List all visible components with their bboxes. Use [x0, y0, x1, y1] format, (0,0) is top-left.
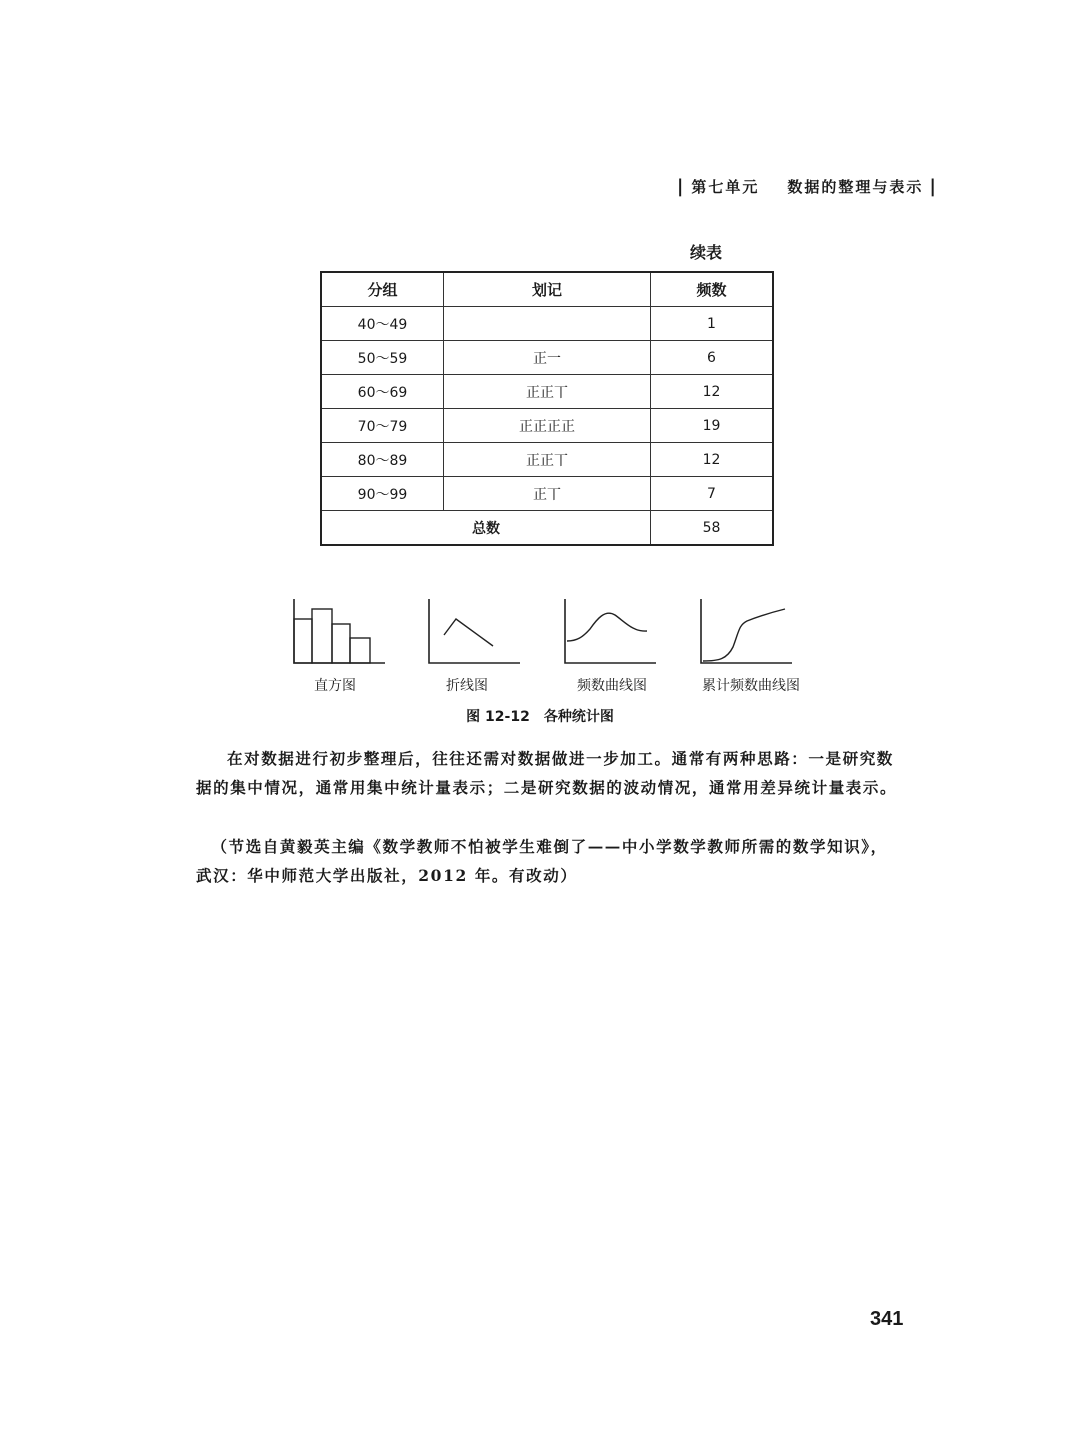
- cell-count: 19: [651, 409, 773, 443]
- table-row: [321, 443, 773, 477]
- header-bar-left: |: [676, 176, 686, 197]
- paragraph-main: 在对数据进行初步整理后，往往还需对数据做进一步加工。通常有两种思路：一是研究数据的集中情况，通常用集中统计量表示；二是研究数据的波动情况，通常用差异统计量表示。: [196, 749, 898, 797]
- header-tally: 划记: [443, 272, 650, 307]
- cell-tally: 正正丅: [443, 443, 650, 477]
- cell-count: 1: [651, 307, 773, 341]
- total-label: 总数: [321, 511, 651, 546]
- cumulative-frequency-curve-icon: [699, 597, 794, 665]
- histogram-icon: [292, 597, 387, 665]
- table-row: [321, 409, 773, 443]
- table-row: [321, 307, 773, 341]
- figure-caption: 图 12-12 各种统计图: [466, 709, 614, 725]
- line-chart-label: 折线图: [446, 678, 488, 694]
- table-row: [321, 477, 773, 511]
- cell-count: 12: [651, 375, 773, 409]
- cell-tally: 正正正正: [443, 409, 650, 443]
- cell-count: 7: [651, 477, 773, 511]
- table-row: [321, 375, 773, 409]
- cell-tally: 正一: [443, 341, 650, 375]
- cell-tally: [443, 307, 650, 341]
- table-caption: 续表: [690, 243, 723, 262]
- cell-count: 6: [651, 341, 773, 375]
- cell-tally: 正丅: [443, 477, 650, 511]
- table-header-row: [321, 272, 773, 307]
- cumulative-curve-label: 累计频数曲线图: [702, 678, 800, 694]
- cell-group: 60～69: [321, 375, 443, 409]
- header-title: 数据的整理与表示: [787, 178, 924, 196]
- total-value: 58: [651, 511, 773, 546]
- paragraph-source: （节选自黄毅英主编《数学教师不怕被学生难倒了——中小学数学教师所需的数学知识》，武汉：华中师范大学出版社，2012 年。有改动）: [196, 837, 888, 885]
- header-unit: 第七单元: [691, 178, 760, 196]
- cell-group: 70～79: [321, 409, 443, 443]
- running-header: [677, 176, 938, 197]
- cell-group: 40～49: [321, 307, 443, 341]
- frequency-table: [320, 271, 774, 546]
- frequency-curve-icon: [563, 597, 658, 665]
- table-row: [321, 341, 773, 375]
- header-count: 频数: [651, 272, 773, 307]
- cell-tally: 正正丅: [443, 375, 650, 409]
- page-number: 341: [870, 1308, 904, 1330]
- cell-group: 80～89: [321, 443, 443, 477]
- header-group: 分组: [321, 272, 443, 307]
- cell-count: 12: [651, 443, 773, 477]
- cell-group: 90～99: [321, 477, 443, 511]
- histogram-label: 直方图: [314, 678, 356, 694]
- header-bar-right: |: [929, 176, 938, 197]
- frequency-curve-label: 频数曲线图: [577, 678, 647, 694]
- table-total-row: [321, 511, 773, 546]
- line-chart-icon: [427, 597, 522, 665]
- cell-group: 50～59: [321, 341, 443, 375]
